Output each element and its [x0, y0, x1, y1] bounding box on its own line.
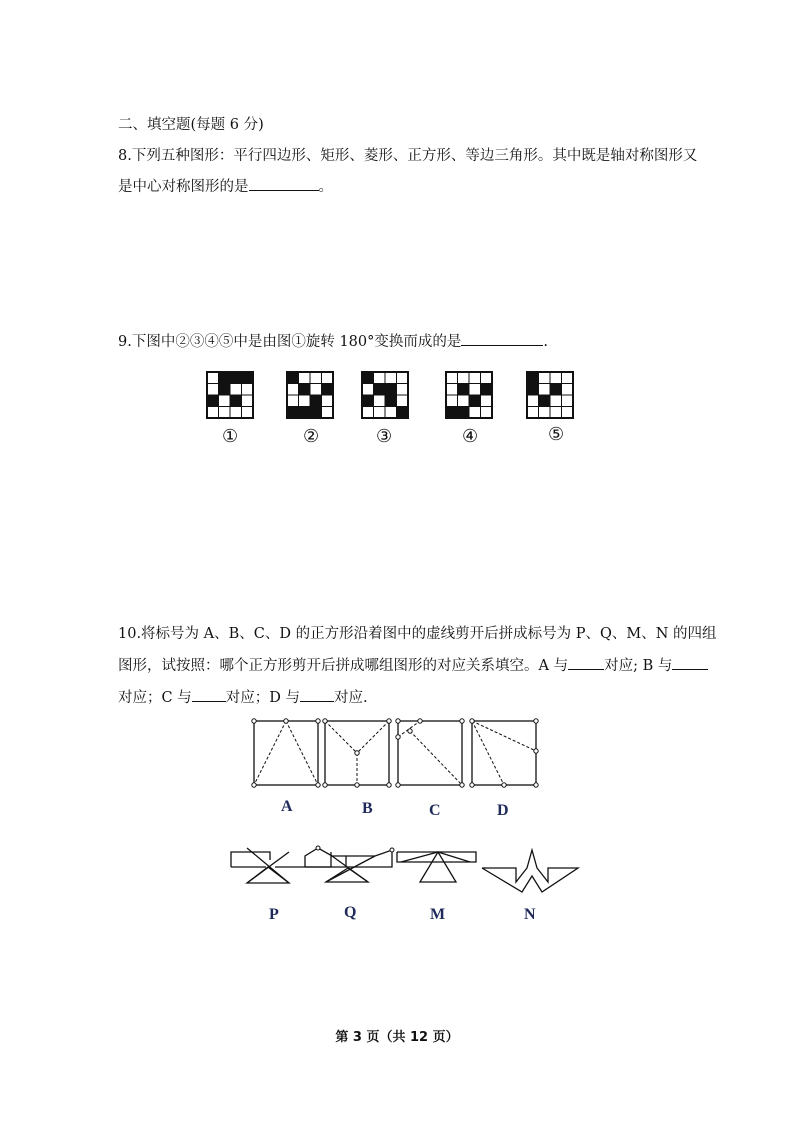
- shape-p-right: [275, 852, 331, 867]
- grid-cell-empty: [322, 372, 334, 384]
- shape-q-triangle: [326, 868, 368, 882]
- grid-cell-empty: [397, 372, 409, 384]
- figure-label-4: ④: [462, 426, 479, 447]
- figure-label-2: ②: [303, 426, 320, 447]
- shape-label-p: P: [269, 906, 279, 923]
- answer-blank-q8[interactable]: [249, 178, 319, 191]
- grid-cell-empty: [242, 395, 254, 407]
- grid-cell-filled: [385, 384, 397, 396]
- grid-cell-empty: [397, 384, 409, 396]
- square-a: [254, 721, 318, 785]
- answer-blank-b[interactable]: [672, 657, 708, 670]
- grid-cell-filled: [299, 407, 311, 419]
- grid-cell-empty: [287, 384, 299, 396]
- question-10-line-2-mid: 对应; B 与: [604, 658, 673, 674]
- grid-cell-empty: [230, 384, 242, 396]
- grid-cell-empty: [527, 395, 539, 407]
- square-label-b: B: [362, 800, 373, 817]
- shape-q-left: [305, 848, 346, 867]
- question-8-line-1: 8.下列五种图形：平行四边形、矩形、菱形、正方形、等边三角形。其中既是轴对称图形又: [118, 148, 698, 164]
- square-c-cut-2: [410, 731, 462, 785]
- grid-cell-empty: [550, 395, 562, 407]
- shape-label-m: M: [430, 906, 446, 923]
- grid-cell-filled: [310, 395, 322, 407]
- grid-cell-filled: [362, 372, 374, 384]
- square-label-a: A: [281, 798, 293, 815]
- question-10-line-3-text: 对应；C 与: [118, 690, 192, 706]
- question-8-line-2: [118, 175, 333, 196]
- square-label-c: C: [429, 802, 441, 819]
- question-10-line-3: [118, 686, 368, 707]
- grid-cell-filled: [230, 372, 242, 384]
- question-10-line-3-mid: 对应；D 与: [225, 690, 300, 706]
- grid-cell-empty: [562, 407, 574, 419]
- grid-cell-empty: [562, 372, 574, 384]
- grid-cell-empty: [562, 395, 574, 407]
- answer-blank-a[interactable]: [568, 657, 604, 670]
- question-10-line-2: [118, 654, 708, 675]
- grid-figure-1: [207, 372, 253, 418]
- figure-label-3: ③: [376, 426, 393, 447]
- question-9-prompt: 9.下图中②③④⑤中是由图①旋转 180°变换而成的是: [118, 334, 462, 350]
- grid-cell-filled: [385, 395, 397, 407]
- square-d: [472, 721, 536, 785]
- grid-cell-empty: [385, 372, 397, 384]
- question-10-line-3-end: 对应.: [333, 690, 368, 706]
- square-a-cut-1: [254, 721, 286, 785]
- grid-cell-empty: [207, 407, 219, 419]
- figure-label-5: ⑤: [548, 424, 565, 445]
- grid-cell-filled: [219, 372, 231, 384]
- question-9-text: [118, 330, 548, 351]
- shape-p-left: [231, 852, 270, 867]
- grid-cell-filled: [299, 384, 311, 396]
- grid-cell-empty: [562, 384, 574, 396]
- grid-figure-3: [362, 372, 408, 418]
- shape-n: [482, 850, 578, 892]
- grid-cell-filled: [481, 384, 493, 396]
- grid-cell-filled: [310, 407, 322, 419]
- grid-cell-filled: [287, 372, 299, 384]
- square-d-cut-2: [472, 721, 504, 785]
- grid-cell-empty: [397, 395, 409, 407]
- grid-cell-empty: [322, 407, 334, 419]
- answer-blank-q9[interactable]: [461, 333, 543, 346]
- grid-cell-empty: [469, 372, 481, 384]
- grid-figure-5: [527, 372, 573, 418]
- cut-squares-figure: [0, 715, 794, 795]
- grid-cell-empty: [362, 407, 374, 419]
- square-label-d: D: [497, 802, 509, 819]
- grid-cell-empty: [287, 395, 299, 407]
- grid-cell-empty: [539, 407, 551, 419]
- grid-cell-empty: [299, 395, 311, 407]
- question-10-line-1: 10.将标号为 A、B、C、D 的正方形沿着图中的虚线剪开后拼成标号为 P、Q、M、N 的四组: [118, 626, 717, 642]
- square-d-cut-1: [472, 721, 536, 751]
- square-a-cut-2: [286, 721, 318, 785]
- grid-cell-filled: [219, 384, 231, 396]
- grid-cell-empty: [230, 407, 242, 419]
- grid-cell-empty: [242, 384, 254, 396]
- square-b-cut-1: [325, 721, 357, 753]
- grid-cell-filled: [397, 407, 409, 419]
- answer-blank-c[interactable]: [192, 689, 226, 702]
- grid-cell-filled: [527, 384, 539, 396]
- grid-cell-empty: [550, 372, 562, 384]
- question-9-end: .: [543, 334, 548, 350]
- grid-cell-empty: [374, 407, 386, 419]
- grid-cell-filled: [362, 395, 374, 407]
- rotation-grid-figures: [0, 370, 794, 430]
- grid-cell-filled: [207, 395, 219, 407]
- grid-cell-filled: [446, 407, 458, 419]
- grid-cell-filled: [230, 395, 242, 407]
- grid-cell-empty: [550, 407, 562, 419]
- question-8-text: 是中心对称图形的是: [118, 179, 249, 195]
- grid-cell-empty: [469, 384, 481, 396]
- page-footer: 第 3 页（共 12 页）: [335, 1030, 459, 1045]
- shape-label-q: Q: [344, 904, 357, 921]
- shape-p-triangle: [247, 867, 289, 883]
- grid-cell-empty: [481, 407, 493, 419]
- grid-figure-2: [287, 372, 333, 418]
- grid-cell-empty: [207, 384, 219, 396]
- grid-cell-empty: [527, 407, 539, 419]
- grid-cell-empty: [481, 372, 493, 384]
- grid-cell-filled: [527, 372, 539, 384]
- grid-cell-filled: [458, 407, 470, 419]
- grid-cell-filled: [322, 384, 334, 396]
- grid-cell-filled: [242, 372, 254, 384]
- grid-cell-empty: [310, 372, 322, 384]
- grid-cell-filled: [550, 384, 562, 396]
- grid-cell-empty: [299, 372, 311, 384]
- grid-figure-4: [446, 372, 492, 418]
- grid-cell-empty: [446, 372, 458, 384]
- grid-cell-empty: [539, 372, 551, 384]
- grid-cell-empty: [219, 395, 231, 407]
- grid-cell-empty: [310, 384, 322, 396]
- grid-cell-empty: [539, 384, 551, 396]
- grid-cell-empty: [385, 407, 397, 419]
- section-title: 二、填空题(每题 6 分): [118, 117, 264, 133]
- grid-cell-filled: [469, 395, 481, 407]
- grid-cell-empty: [469, 407, 481, 419]
- grid-cell-empty: [242, 407, 254, 419]
- grid-cell-empty: [322, 395, 334, 407]
- shape-label-n: N: [524, 906, 536, 923]
- question-10-line-2-text: 图形，试按照：哪个正方形剪开后拼成哪组图形的对应关系填空。A 与: [118, 658, 569, 674]
- answer-blank-d[interactable]: [300, 689, 334, 702]
- grid-cell-empty: [207, 372, 219, 384]
- assembled-shapes-figure: [0, 840, 794, 890]
- figure-label-1: ①: [222, 426, 239, 447]
- grid-cell-empty: [446, 384, 458, 396]
- grid-cell-empty: [374, 395, 386, 407]
- grid-cell-empty: [446, 395, 458, 407]
- grid-cell-empty: [458, 372, 470, 384]
- grid-cell-filled: [287, 407, 299, 419]
- grid-cell-empty: [458, 395, 470, 407]
- grid-cell-empty: [374, 372, 386, 384]
- square-b-cut-2: [357, 721, 389, 753]
- grid-cell-filled: [374, 384, 386, 396]
- grid-cell-filled: [539, 395, 551, 407]
- grid-cell-empty: [481, 395, 493, 407]
- grid-cell-empty: [362, 384, 374, 396]
- grid-cell-filled: [458, 384, 470, 396]
- grid-cell-empty: [219, 407, 231, 419]
- question-8-end: 。: [318, 179, 333, 195]
